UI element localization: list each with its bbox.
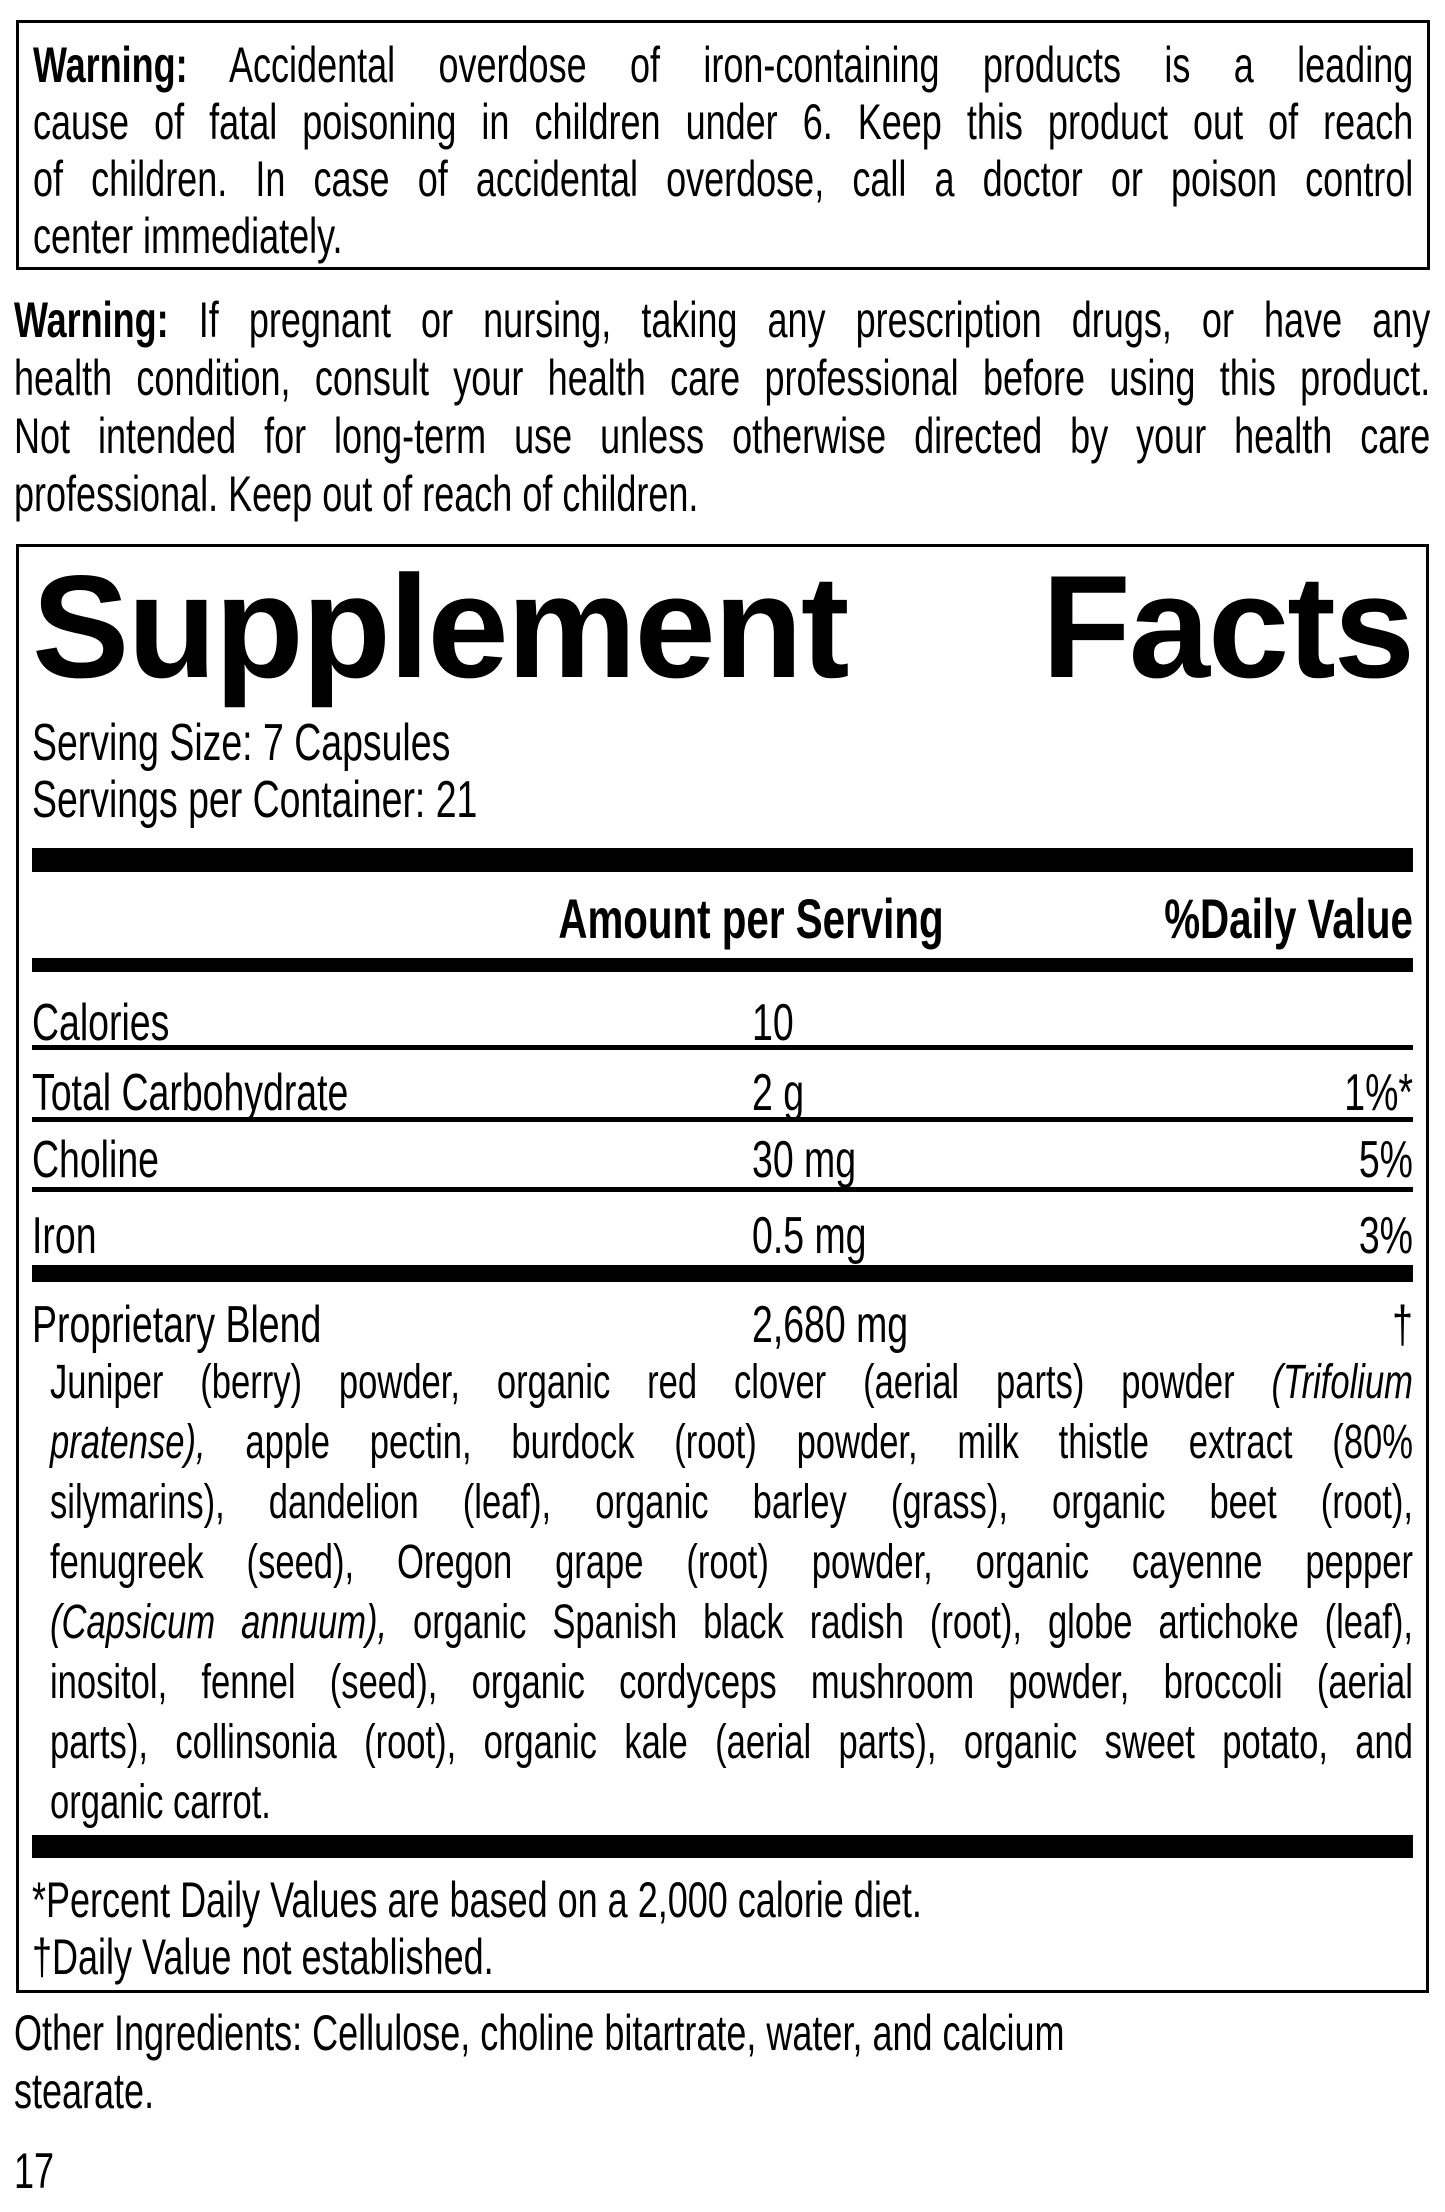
footnotes [32, 1872, 1413, 1986]
ingredient-text: fenugreek (seed), Oregon grape (root) powder, organic cayenne pepper [50, 1536, 1413, 1589]
table-row [32, 1050, 1413, 1122]
ingredient-line [32, 1713, 1413, 1773]
divider-bar-thick [32, 1265, 1413, 1282]
ingredient-line [32, 1413, 1413, 1473]
divider-bar-thick [32, 1835, 1413, 1858]
divider-bar-thick [32, 848, 1413, 872]
nutrient-label: Total Carbohydrate [32, 1064, 349, 1122]
ingredient-list [32, 1353, 1413, 1833]
warning-prefix: Warning: [33, 37, 188, 93]
other-ingredients [14, 2004, 1430, 2120]
nutrient-label: Iron [32, 1207, 97, 1265]
ingredient-text: organic Spanish black radish (root), globe artichoke (leaf), [387, 1596, 1413, 1649]
ingredient-text: silymarins), dandelion (leaf), organic barley (grass), organic beet (root), [50, 1476, 1413, 1529]
warning-box [16, 20, 1430, 270]
page-number [14, 2142, 70, 2200]
ingredient-text: inositol, fennel (seed), organic cordyceps mushroom powder, broccoli (aerial [50, 1656, 1413, 1709]
warning-prefix: Warning: [14, 292, 169, 348]
ingredient-line [32, 1353, 1413, 1413]
divider-bar-medium [32, 958, 1413, 972]
ingredient-line [32, 1593, 1413, 1653]
ingredient-line [32, 1773, 1413, 1833]
supplement-facts-body [32, 715, 1413, 1986]
blend-dv: † [1392, 1296, 1413, 1354]
nutrient-label: Calories [32, 994, 170, 1052]
nutrient-dv: 3% [1358, 1207, 1413, 1265]
ingredient-latin-name: pratense), [50, 1416, 206, 1469]
warning-note [14, 291, 1430, 523]
warning-line-text: If pregnant or nursing, taking any prescription drugs, or have any [168, 292, 1431, 348]
blend-amount: 2,680 mg [752, 1296, 909, 1354]
supplement-facts-title: Supplement Facts [32, 545, 1413, 708]
warning-box-line: cause of fatal poisoning in children under 6. Keep this product out of reach [33, 94, 1414, 150]
table-row [32, 1192, 1413, 1265]
ingredient-text: apple pectin, burdock (root) powder, milk thistle extract (80% [205, 1416, 1413, 1469]
blend-label: Proprietary Blend [32, 1296, 322, 1354]
amount-per-serving-header: Amount per Serving [558, 887, 944, 950]
table-row [32, 1122, 1413, 1192]
warning-box-line: of children. In case of accidental overdose, call a doctor or poison control [33, 151, 1414, 207]
ingredient-latin-name: (Capsicum annuum), [50, 1596, 388, 1649]
warning-box-line: center immediately. [33, 208, 343, 264]
nutrient-dv: 1%* [1344, 1064, 1413, 1122]
ingredient-text: organic carrot. [50, 1776, 271, 1829]
nutrient-amount: 2 g [752, 1064, 805, 1122]
nutrient-dv: 5% [1358, 1131, 1413, 1189]
ingredient-line [32, 1653, 1413, 1713]
nutrient-amount: 30 mg [752, 1131, 857, 1189]
warning-note-line: health condition, consult your health care professional before using this product. [14, 350, 1431, 406]
warning-note-line: professional. Keep out of reach of children. [14, 466, 699, 522]
other-ingredients-line: stearate. [14, 2063, 155, 2119]
warning-note-line: Not intended for long-term use unless otherwise directed by your health care [14, 408, 1431, 464]
supplement-facts-panel [16, 544, 1429, 1993]
ingredient-text: Juniper (berry) powder, organic red clover (aerial parts) powder [50, 1356, 1272, 1409]
warning-box-line [33, 37, 1413, 94]
footnote-daily-values: *Percent Daily Values are based on a 2,000 calorie diet. [32, 1872, 922, 1928]
serving-size: Serving Size: 7 Capsules [32, 714, 451, 772]
ingredient-latin-name: (Trifolium [1271, 1356, 1413, 1409]
warning-box-text [33, 37, 1413, 265]
daily-value-header: %Daily Value [1164, 887, 1413, 950]
table-header-row [32, 872, 1413, 958]
servings-per-container: Servings per Container: 21 [32, 771, 478, 829]
nutrient-label: Choline [32, 1131, 159, 1189]
other-ingredients-text [14, 2004, 1430, 2120]
ingredient-text: parts), collinsonia (root), organic kale (aerial parts), organic sweet potato, and [50, 1716, 1413, 1769]
ingredient-line [32, 1473, 1413, 1533]
proprietary-blend-row [32, 1282, 1413, 1353]
warning-note-line [14, 291, 1430, 349]
table-row [32, 972, 1413, 1050]
nutrient-amount: 0.5 mg [752, 1207, 867, 1265]
nutrient-amount: 10 [752, 994, 794, 1052]
ingredient-line [32, 1533, 1413, 1593]
other-ingredients-line: Other Ingredients: Cellulose, choline bitartrate, water, and calcium [14, 2005, 1065, 2061]
page-number-text: 17 [14, 2143, 55, 2199]
warning-line-text: Accidental overdose of iron-containing products is a leading [187, 37, 1414, 93]
warning-note-text [14, 291, 1430, 523]
footnote-dv-not-established: †Daily Value not established. [32, 1929, 494, 1985]
